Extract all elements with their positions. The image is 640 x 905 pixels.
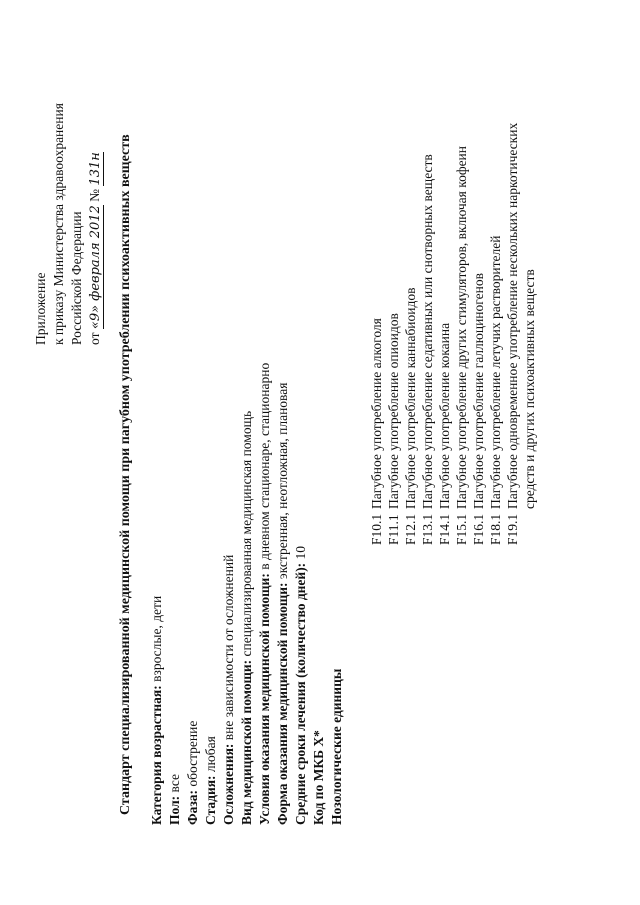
parameter-label: Вид медицинской помощи: [239, 659, 254, 825]
parameter-line [256, 363, 274, 825]
parameter-line [274, 363, 292, 825]
icd-code-row [436, 99, 453, 545]
parameter-line [166, 363, 184, 825]
icd-code-row [504, 99, 538, 545]
appendix-number-sign: № [87, 188, 102, 202]
parameter-line [238, 363, 256, 825]
parameter-line [310, 363, 328, 825]
icd-code: F18.1 [488, 513, 503, 545]
icd-code-row [368, 99, 385, 545]
standard-parameters [148, 363, 346, 825]
icd-code-row [470, 99, 487, 545]
icd-code: F14.1 [437, 513, 452, 545]
parameter-label: Пол: [167, 795, 182, 825]
parameter-line [184, 363, 202, 825]
parameter-value: экстренная, неотложная, плановая [275, 382, 290, 583]
parameter-label: Категория возрастная: [149, 685, 164, 825]
icd-description: Пагубное употребление опиоидов [386, 313, 401, 509]
icd-code-row [419, 99, 436, 545]
icd-code-row [487, 99, 504, 545]
parameter-value: в дневном стационаре, стационарно [257, 362, 272, 574]
parameter-value: специализированная медицинская помощь [239, 410, 254, 660]
parameter-label: Нозологические единицы [329, 668, 344, 825]
icd-code-row [453, 99, 470, 545]
parameter-label: Осложнения: [221, 743, 236, 825]
appendix-date-handwritten: «9» февраля 2012 [88, 205, 103, 330]
parameter-label: Средние сроки лечения (количество дней): [293, 562, 308, 825]
parameter-label: Условия оказания медицинской помощи: [257, 573, 272, 825]
appendix-line-4 [86, 103, 105, 345]
icd-description: Пагубное употребление седативных или снотворных веществ [420, 154, 435, 509]
icd-description: Пагубное употребление других стимуляторов, включая кофеин [454, 145, 469, 509]
icd-code: F11.1 [386, 514, 401, 545]
appendix-line-1: Приложение [33, 272, 48, 345]
parameter-value: обострение [185, 720, 200, 790]
document-title: Стандарт специализированной медицинской помощи при пагубном употреблении психоактивных веществ [118, 134, 133, 815]
parameter-line [202, 363, 220, 825]
icd-description: Пагубное употребление летучих растворителей [488, 235, 503, 509]
parameter-line [220, 363, 238, 825]
appendix-line-2: к приказу Министерства здравоохранения [51, 103, 66, 345]
appendix-number-handwritten: 131н [88, 152, 103, 186]
icd-code-list [368, 99, 538, 545]
icd-description: Пагубное употребление каннабиоидов [403, 287, 418, 509]
parameter-label: Стадия: [203, 775, 218, 825]
appendix-header [32, 103, 105, 345]
parameter-label: Форма оказания медицинской помощи: [275, 582, 290, 825]
appendix-line-3: Российской Федерации [69, 211, 84, 345]
icd-description: Пагубное употребление алкоголя [369, 318, 384, 509]
parameter-value: все [167, 774, 182, 796]
icd-description: Пагубное употребление галлюциногенов [471, 273, 486, 509]
icd-code: F13.1 [420, 513, 435, 545]
parameter-line [148, 363, 166, 825]
parameter-value: вне зависимости от осложнений [221, 554, 236, 744]
icd-code-row [402, 99, 419, 545]
icd-description: Пагубное одновременное употребление нескольких наркотических средств и других психоактивных веществ [505, 122, 537, 509]
parameter-value: 10 [293, 545, 308, 563]
parameter-value: взрослые, дети [149, 595, 164, 686]
parameter-label: Код по МКБ X* [311, 730, 326, 825]
icd-code: F10.1 [369, 513, 384, 545]
icd-code: F16.1 [471, 513, 486, 545]
parameter-line [292, 363, 310, 825]
parameter-value: любая [203, 736, 218, 776]
icd-code: F12.1 [403, 513, 418, 545]
icd-code: F15.1 [454, 513, 469, 545]
parameter-label: Фаза: [185, 789, 200, 825]
appendix-date-prefix: от [87, 332, 102, 345]
icd-description: Пагубное употребление кокаина [437, 322, 452, 509]
icd-code: F19.1 [505, 513, 520, 545]
parameter-line [328, 363, 346, 825]
icd-code-row [385, 99, 402, 545]
